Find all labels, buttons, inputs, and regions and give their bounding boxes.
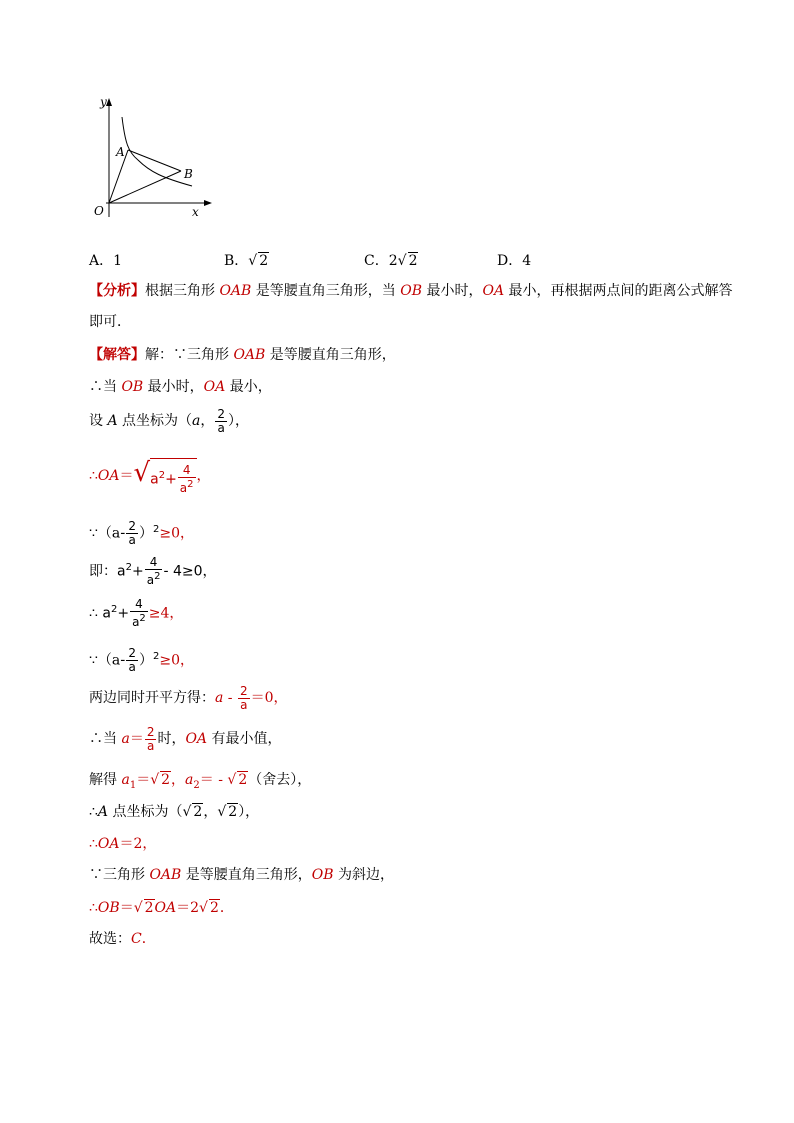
- label-y: y: [100, 95, 107, 109]
- sqrt: √ 2: [397, 253, 418, 269]
- solution-line-7: ∴ $a^2+$ $\frac{4}{a^2}$ ≥4，: [89, 597, 184, 630]
- label-o: O: [94, 204, 104, 218]
- solution-line-2: ∴当 OB 最小时，OA 最小，: [89, 379, 272, 395]
- solution-line-1: 【解答】解：∵三角形 OAB 是等腰直角三角形，: [89, 347, 396, 363]
- solution-line-9: 两边同时开平方得：a - $\frac{2}{a}$ ＝0，: [89, 683, 288, 712]
- sqrt: √ 2: [133, 900, 154, 916]
- sqrt: √ 2: [182, 804, 203, 820]
- sqrt: $√a^2+$ $\frac{4}{a^2}$: [134, 456, 197, 496]
- fraction: $\frac{4}{a^2}$: [146, 555, 161, 588]
- solution-line-16: 故选：C．: [89, 931, 156, 947]
- fraction: $\frac{2}{a}$: [146, 724, 155, 753]
- option-a: A．1: [89, 253, 123, 269]
- fraction: $\frac{2}{a}$: [217, 406, 226, 435]
- solution-line-10: ∴当 a＝ $\frac{2}{a}$ 时，OA 有最小值，: [89, 724, 282, 753]
- solution-line-11: 解得 $a_1=√$ 2，$a_2=$ - √ 2（舍去），: [89, 768, 311, 798]
- label-a: A: [116, 145, 125, 159]
- fraction: $\frac{4}{a^2}$: [132, 597, 146, 630]
- solution-line-8: ∵（a- $\frac{2}{a}$ ）$^2$≥0，: [89, 646, 194, 675]
- label-x: x: [192, 205, 199, 219]
- solution-line-13: ∴OA＝2，: [89, 836, 157, 852]
- analysis-line-1: 【分析】根据三角形 OAB 是等腰直角三角形，当 OB 最小时，OA 最小，再根据两点间的距离公式解答: [89, 283, 733, 299]
- option-d: D．4: [497, 253, 532, 269]
- fraction: $\frac{2}{a}$: [128, 646, 136, 675]
- option-c: C．2√ 2: [364, 253, 418, 269]
- solution-line-12: ∴A 点坐标为（√ 2，√ 2），: [89, 800, 259, 824]
- y-axis-arrow: [106, 98, 112, 106]
- label-b: B: [184, 167, 193, 181]
- solution-line-15: ∴OB＝√ 2OA＝2√ 2．: [89, 896, 234, 920]
- fraction: $\frac{2}{a}$: [128, 519, 136, 548]
- sqrt: √ 2: [150, 772, 171, 788]
- option-b: B．√ 2: [224, 253, 269, 269]
- fraction: $\frac{4}{a^2}$: [179, 462, 194, 495]
- sqrt: √ 2: [227, 772, 248, 788]
- fraction: $\frac{2}{a}$: [240, 683, 248, 712]
- sqrt: √ 2: [199, 900, 219, 916]
- sqrt: √ 2: [217, 804, 238, 820]
- segment-ob: [109, 171, 181, 203]
- solution-line-6: 即：$a^2+$ $\frac{4}{a^2}$ - 4≥0，: [89, 555, 217, 588]
- solution-line-4: $\therefore OA=√a^2+$ $\frac{4}{a^2}$ ，: [89, 458, 211, 495]
- solution-line-14: ∵三角形 OAB 是等腰直角三角形，OB 为斜边，: [89, 867, 395, 883]
- solution-line-5: ∵（a- $\frac{2}{a}$ ）$^2$≥0，: [89, 519, 194, 548]
- x-axis-arrow: [204, 200, 212, 206]
- segment-ab: [128, 150, 181, 171]
- analysis-line-2: 即可．: [89, 314, 131, 330]
- solution-line-3: 设 A 点坐标为（a， $\frac{2}{a}$ ），: [89, 406, 250, 435]
- coordinate-figure: [88, 92, 218, 227]
- sqrt: √ 2: [248, 253, 269, 269]
